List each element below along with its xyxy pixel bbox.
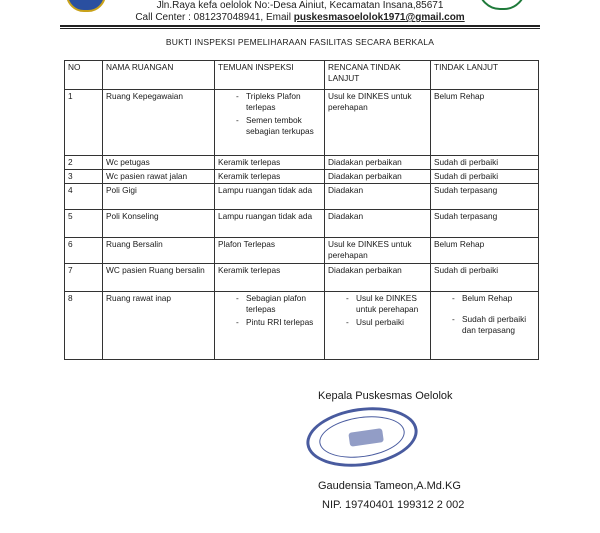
list-item: - Usul perbaiki <box>328 317 427 328</box>
cell-room: Ruang Bersalin <box>103 238 215 264</box>
cell-finding: Lampu ruangan tidak ada <box>215 210 325 238</box>
cell-no: 3 <box>65 170 103 184</box>
cell-no: 1 <box>65 90 103 156</box>
col-header-plan: RENCANA TINDAK LANJUT <box>325 61 431 90</box>
inspection-table <box>64 60 539 360</box>
cell-plan: Usul ke DINKES untuk perehapan <box>325 90 431 156</box>
header-address: Jln.Raya kefa oelolok No:-Desa Ainiut, Kecamatan Insana,85671 <box>156 0 444 11</box>
official-stamp <box>303 400 422 473</box>
cell-action: Sudah terpasang <box>431 210 539 238</box>
col-header-action: TINDAK LANJUT <box>431 61 539 90</box>
list-item: - Pintu RRI terlepas <box>218 317 321 328</box>
cell-action: Belum Rehap <box>431 238 539 264</box>
table-row <box>65 184 539 210</box>
cell-finding: Keramik terlepas <box>215 264 325 292</box>
cell-action: Sudah di perbaiki <box>431 170 539 184</box>
cell-action: Belum Rehap <box>431 90 539 156</box>
cell-plan: Diadakan perbaikan <box>325 170 431 184</box>
cell-no: 5 <box>65 210 103 238</box>
header-rule-thin <box>60 28 540 29</box>
signatory-nip: NIP. 19740401 199312 2 002 <box>322 499 465 511</box>
cell-plan: Diadakan <box>325 184 431 210</box>
table-row <box>65 156 539 170</box>
list-item: - Sudah di perbaiki dan terpasang <box>434 314 535 336</box>
table-row <box>65 292 539 360</box>
table-row <box>65 264 539 292</box>
finding-list <box>218 293 321 328</box>
cell-room: WC pasien Ruang bersalin <box>103 264 215 292</box>
list-item: - Belum Rehap <box>434 293 535 304</box>
cell-finding: Plafon Terlepas <box>215 238 325 264</box>
cell-plan: Diadakan <box>325 210 431 238</box>
document-title: BUKTI INSPEKSI PEMELIHARAAN FASILITAS SECARA BERKALA <box>165 37 435 47</box>
header-rule <box>60 25 540 27</box>
cell-room: Wc pasien rawat jalan <box>103 170 215 184</box>
cell-plan: Usul ke DINKES untuk perehapan <box>325 238 431 264</box>
cell-finding: Keramik terlepas <box>215 156 325 170</box>
cell-room: Ruang Kepegawaian <box>103 90 215 156</box>
cell-action: Sudah di perbaiki <box>431 156 539 170</box>
cell-plan: Diadakan perbaikan <box>325 156 431 170</box>
list-item: - Semen tembok sebagian terkupas <box>218 115 321 137</box>
table-row <box>65 210 539 238</box>
table-row <box>65 90 539 156</box>
cell-plan <box>325 292 431 360</box>
contact-text: Call Center : 081237048941, Email <box>135 12 294 23</box>
cell-no: 2 <box>65 156 103 170</box>
cell-action: Sudah terpasang <box>431 184 539 210</box>
plan-list <box>328 293 427 328</box>
cell-action <box>431 292 539 360</box>
col-header-finding: TEMUAN INSPEKSI <box>215 61 325 90</box>
list-item: - Usul ke DINKES untuk perehapan <box>328 293 427 315</box>
table-row <box>65 238 539 264</box>
cell-room: Poli Gigi <box>103 184 215 210</box>
header-contact <box>0 12 600 23</box>
finding-list <box>218 91 321 137</box>
signatory-name: Gaudensia Tameon,A.Md.KG <box>318 480 461 492</box>
cell-finding: Keramik terlepas <box>215 170 325 184</box>
table-header-row <box>65 61 539 90</box>
cell-room: Ruang rawat inap <box>103 292 215 360</box>
cell-room: Wc petugas <box>103 156 215 170</box>
cell-no: 7 <box>65 264 103 292</box>
cell-plan: Diadakan perbaikan <box>325 264 431 292</box>
list-item: - Tripleks Plafon terlepas <box>218 91 321 113</box>
cell-room: Poli Konseling <box>103 210 215 238</box>
email-link[interactable]: puskesmasoelolok1971@gmail.com <box>293 12 465 23</box>
cell-finding <box>215 292 325 360</box>
cell-action: Sudah di perbaiki <box>431 264 539 292</box>
signatory-title: Kepala Puskesmas Oelolok <box>318 390 453 402</box>
cell-no: 4 <box>65 184 103 210</box>
table-row <box>65 170 539 184</box>
cell-finding <box>215 90 325 156</box>
col-header-no: NO <box>65 61 103 90</box>
col-header-room: NAMA RUANGAN <box>103 61 215 90</box>
cell-no: 6 <box>65 238 103 264</box>
action-list <box>434 293 535 336</box>
cell-finding: Lampu ruangan tidak ada <box>215 184 325 210</box>
list-item: - Sebagian plafon terlepas <box>218 293 321 315</box>
cell-no: 8 <box>65 292 103 360</box>
